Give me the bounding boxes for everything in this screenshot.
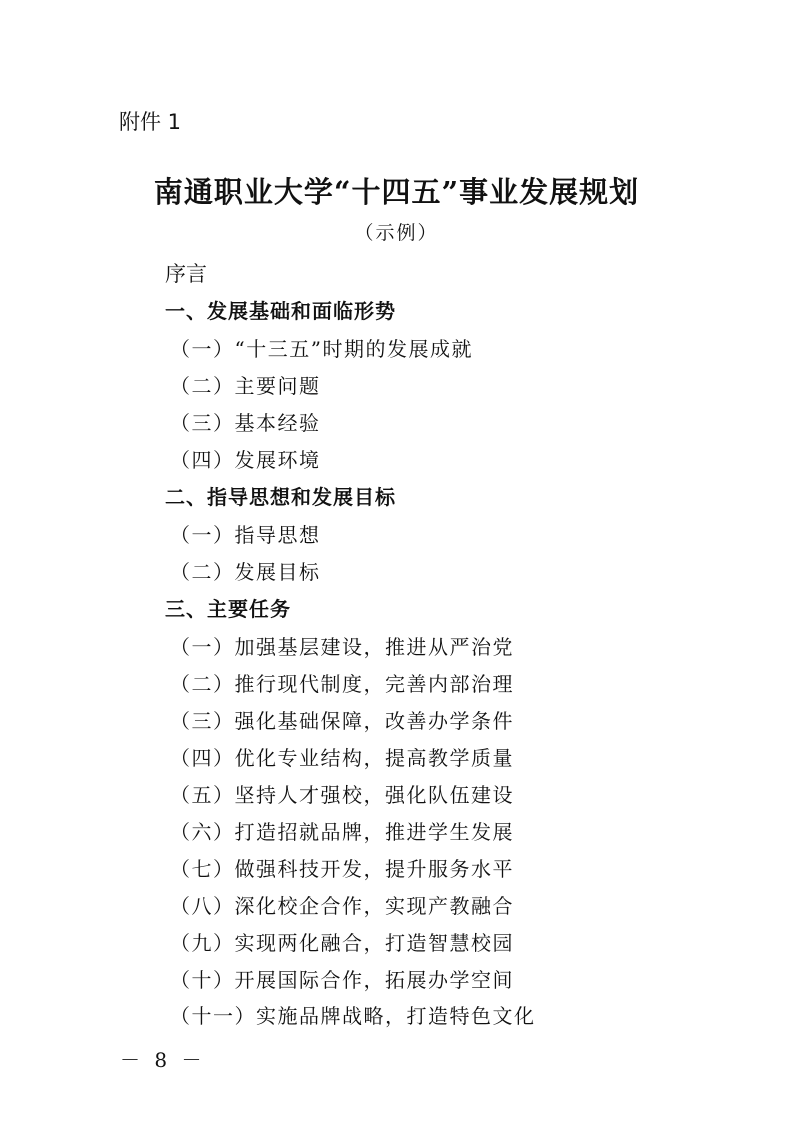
outline-item: （十）开展国际合作，拓展办学空间	[170, 968, 514, 992]
outline-item: （六）打造招就品牌，推进学生发展	[170, 820, 514, 844]
outline-item: （三）基本经验	[170, 411, 321, 435]
outline-item: （四）发展环境	[170, 448, 321, 472]
outline-item: （二）主要问题	[170, 374, 321, 398]
document-title: 南通职业大学“十四五”事业发展规划	[153, 175, 640, 209]
outline-section-heading: 一、发展基础和面临形势	[165, 299, 396, 323]
document-subtitle: （示例）	[354, 222, 439, 244]
outline-item: （五）坚持人才强校，强化队伍建设	[170, 783, 514, 807]
outline-item: （四）优化专业结构，提高教学质量	[170, 746, 514, 770]
outline-item: （八）深化校企合作，实现产教融合	[170, 894, 514, 918]
outline-item: （九）实现两化融合，打造智慧校园	[170, 931, 514, 955]
attachment-label: 附件 1	[119, 110, 182, 134]
outline-item: （七）做强科技开发，提升服务水平	[170, 857, 514, 881]
outline-item: （一）指导思想	[170, 523, 321, 547]
outline-item: （二）发展目标	[170, 560, 321, 584]
outline-preface: 序言	[165, 262, 207, 286]
outline-item: （二）推行现代制度，完善内部治理	[170, 672, 514, 696]
page-number: － 8 －	[120, 1048, 206, 1072]
outline-item: （十一）实施品牌战略，打造特色文化	[170, 1004, 536, 1028]
outline-item: （三）强化基础保障，改善办学条件	[170, 709, 514, 733]
outline-section-heading: 二、指导思想和发展目标	[165, 485, 396, 509]
outline-item: （一）“十三五”时期的发展成就	[170, 337, 473, 361]
outline-section-heading: 三、主要任务	[165, 597, 291, 621]
outline-item: （一）加强基层建设，推进从严治党	[170, 635, 514, 659]
